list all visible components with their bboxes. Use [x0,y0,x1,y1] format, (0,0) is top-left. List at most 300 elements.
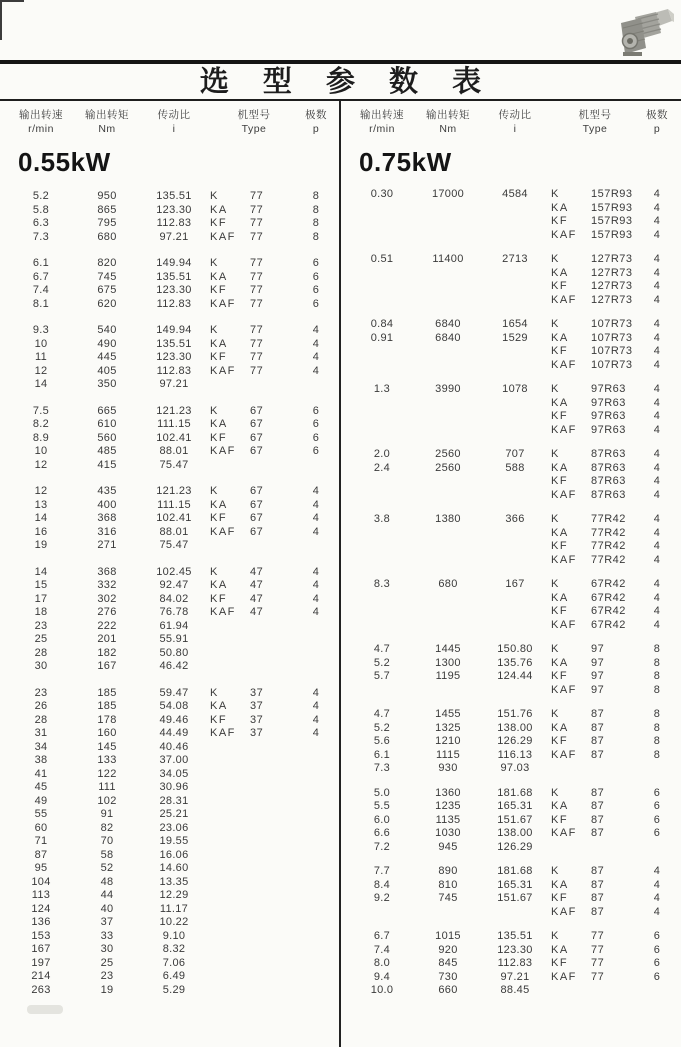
cell-torque: 1195 [435,670,461,682]
table-row [6,351,339,365]
cell-torque: 1380 [435,513,461,525]
cell-type-prefix [210,539,250,553]
cell-type-model [250,378,298,392]
cell-type-prefix: KA [210,337,228,350]
cell-type-prefix [210,957,250,971]
cell-type-prefix: K [210,404,219,417]
cell-ratio: 126.29 [497,735,533,747]
cell-speed: 197 [31,956,51,969]
cell-type-model: 127R73 [591,293,633,306]
cell-ratio: 151.67 [497,892,533,904]
cell-ratio: 102.41 [156,431,192,444]
cell-poles: 4 [653,358,661,371]
cell-torque: 17000 [431,188,465,200]
table-row [347,215,675,229]
cell-torque [417,475,479,489]
cell-ratio: 123.30 [156,284,192,296]
ratio-group [6,566,339,674]
cell-type-prefix [210,795,250,809]
cell-speed: 31 [34,727,48,739]
ratio-group [347,787,675,855]
cell-type-model: 87 [591,813,605,826]
cell-type-model [250,943,298,957]
cell-speed: 23 [34,686,48,699]
cell-type-prefix: KAF [210,364,236,377]
cell-type-prefix: KAF [551,748,577,761]
cell-type-prefix: KA [551,396,569,409]
cell-torque: 435 [97,485,117,497]
cell-speed: 14 [34,512,48,524]
cell-speed [347,554,417,568]
table-row [347,643,675,657]
cell-speed [347,592,417,606]
table-row [6,795,339,809]
cell-ratio: 181.68 [497,865,533,877]
cell-speed [347,906,417,920]
cell-poles: 4 [312,324,320,336]
cell-type-prefix: K [551,786,560,799]
cell-torque: 70 [100,835,114,847]
cell-ratio: 50.80 [159,646,189,659]
cell-ratio: 149.94 [156,324,192,336]
cell-torque: 185 [97,700,117,712]
cell-torque: 920 [438,943,458,956]
cell-type-prefix: KF [210,351,228,363]
ratio-group [6,190,339,244]
table-row [6,445,339,459]
cell-type-prefix: KAF [210,606,236,618]
cell-type-prefix [210,741,250,755]
cell-type-model: 67 [250,418,264,430]
cell-type-prefix: KF [210,512,228,524]
cell-speed [347,540,417,554]
cell-poles: 6 [312,445,320,457]
cell-type-model: 47 [250,606,264,618]
cell-torque: 40 [100,902,114,915]
cell-ratio: 138.00 [497,721,533,734]
table-row [6,876,339,890]
cell-speed: 7.7 [373,865,391,877]
cell-poles: 4 [312,713,320,726]
cell-poles [298,835,334,849]
cell-torque: 185 [97,686,117,699]
cell-torque: 302 [97,592,117,605]
cell-type-model: 97R63 [591,396,626,409]
table-row [347,475,675,489]
cell-type-model [250,647,298,661]
cell-type-prefix: KF [551,215,569,227]
cell-ratio: 135.51 [156,337,192,350]
cell-speed: 6.1 [373,748,391,761]
cell-type-model: 87R63 [591,475,626,487]
cell-type-prefix: K [210,485,219,497]
cell-torque: 1030 [435,827,461,839]
cell-poles: 6 [653,943,661,956]
cell-torque: 485 [97,445,117,457]
cell-ratio: 19.55 [159,835,189,847]
cell-speed: 153 [31,929,51,942]
cell-poles [298,849,334,863]
col-header-ratio: 传动比 [498,109,532,121]
column-headers [6,101,339,136]
cell-poles: 4 [653,215,661,227]
cell-type-model [250,903,298,917]
cell-type-prefix: KF [210,592,228,605]
cell-ratio: 8.32 [162,943,186,955]
cell-torque [417,294,479,308]
cell-speed: 4.7 [373,708,391,720]
cell-ratio: 13.35 [159,875,189,888]
cell-speed: 30 [34,660,48,672]
cell-poles: 4 [653,605,661,617]
cell-ratio: 55.91 [159,633,189,645]
cell-speed: 55 [34,808,48,820]
cell-ratio: 46.42 [159,660,189,672]
cell-ratio [479,684,551,698]
cell-ratio: 9.10 [162,929,186,942]
cell-poles: 6 [653,800,661,812]
cell-poles: 4 [312,606,320,618]
cell-type-prefix: KA [210,203,228,216]
cell-poles: 4 [653,201,661,214]
cell-ratio: 123.30 [156,203,192,216]
cell-type-model: 87 [591,800,605,812]
page-top-margin [0,0,681,60]
table-row [6,835,339,849]
cell-speed: 8.0 [373,957,391,969]
cell-ratio [479,294,551,308]
cell-type-model: 67 [250,404,264,417]
table-row [6,781,339,795]
cell-torque: 1015 [435,930,461,942]
cell-ratio [479,397,551,411]
col-header-poles: 极数 [305,109,327,121]
cell-type-model: 87 [591,827,605,839]
cell-torque: 58 [100,848,114,861]
cell-speed: 15 [34,579,48,591]
table-row [6,365,339,379]
col-unit-speed: r/min [28,123,54,135]
cell-poles: 4 [653,553,661,566]
cell-ratio: 135.51 [156,270,192,283]
table-row [6,647,339,661]
cell-type-model: 97R63 [591,410,626,422]
cell-poles: 6 [312,297,320,310]
cell-poles: 6 [653,970,661,983]
cell-ratio: 25.21 [159,808,189,820]
cell-torque: 6840 [435,331,461,344]
cell-type-model: 77R42 [591,526,626,539]
cell-type-model: 87 [591,892,605,904]
cell-torque: 23 [100,970,114,982]
cell-type-model [250,862,298,876]
cell-speed: 9.3 [32,324,50,336]
header-unit-row [347,122,675,136]
col-unit-ratio: i [513,123,517,135]
cell-speed: 26 [34,700,48,712]
cell-torque: 133 [97,754,117,766]
ratio-group [347,188,675,242]
cell-poles [298,539,334,553]
cell-speed: 17 [34,592,48,605]
cell-type-prefix [210,930,250,944]
cell-poles [298,459,334,473]
cell-speed: 7.3 [32,230,50,243]
cell-torque: 540 [97,324,117,336]
col-unit-torque: Nm [439,123,457,135]
cell-ratio: 124.44 [497,670,533,682]
cell-type-prefix: K [551,865,560,877]
table-row [347,708,675,722]
cell-poles: 4 [312,686,320,699]
cell-type-prefix: KF [551,345,569,357]
cell-type-model: 37 [250,686,264,699]
cell-type-model [250,984,298,998]
table-row [6,700,339,714]
cell-poles: 8 [312,230,320,243]
table-row [6,418,339,432]
cell-speed: 5.2 [373,656,391,669]
cell-type-prefix: KF [551,892,569,904]
cell-type-model: 67 [250,431,264,444]
cell-ratio: 97.03 [500,762,530,774]
cell-speed: 167 [31,943,51,955]
cell-poles [639,984,675,998]
cell-speed: 19 [34,539,48,551]
cell-ratio: 165.31 [497,800,533,812]
cell-torque: 675 [97,284,117,296]
cell-ratio: 7.06 [162,956,186,969]
table-row [6,862,339,876]
cell-ratio [479,410,551,424]
cell-type-prefix: KA [210,700,228,712]
cell-speed: 95 [34,862,48,874]
cell-type-model: 87 [591,721,605,734]
cell-poles: 4 [653,892,661,904]
table-row [347,984,675,998]
cell-torque: 271 [97,539,117,551]
table-row [347,527,675,541]
cell-torque: 37 [100,916,114,928]
cell-torque: 201 [97,633,117,645]
cell-type-prefix: KAF [210,525,236,538]
cell-ratio: 97.21 [500,970,530,983]
table-row [6,687,339,701]
table-row [6,970,339,984]
cell-type-prefix: KA [551,331,569,344]
ratio-group [6,257,339,311]
cell-torque: 845 [438,957,458,969]
table-row [6,324,339,338]
cell-ratio [479,540,551,554]
cell-type-model: 87R63 [591,488,626,501]
ratio-group [347,643,675,697]
table-row [6,849,339,863]
table-row [347,229,675,243]
table-row [347,957,675,971]
cell-ratio: 1654 [502,318,528,330]
cell-speed: 38 [34,754,48,766]
cell-poles [298,943,334,957]
cell-torque: 930 [438,762,458,774]
table-row [6,984,339,998]
cell-type-model: 87 [591,786,605,799]
cell-type-model: 87R63 [591,461,626,474]
cell-type-model: 77 [250,203,264,216]
cell-poles: 4 [312,485,320,497]
cell-poles [298,862,334,876]
section-075kw [339,101,675,1047]
cell-type-prefix: KAF [551,553,577,566]
table-row [6,298,339,312]
cell-poles: 6 [653,813,661,826]
cell-ratio: 135.51 [156,190,192,202]
cell-speed: 12 [34,364,48,377]
cell-speed: 7.4 [373,943,391,956]
cell-type-model: 67R42 [591,618,626,631]
cell-torque: 167 [97,660,117,672]
cell-poles [298,754,334,768]
cell-ratio: 6.49 [162,970,186,982]
cell-type-model [250,768,298,782]
cell-type-prefix: KA [551,943,569,956]
cell-type-prefix: K [210,565,219,578]
cell-type-model: 97 [591,643,605,655]
cell-torque: 30 [100,943,114,955]
cell-ratio [479,202,551,216]
ratio-group [347,318,675,372]
table-row [6,620,339,634]
cell-ratio: 102.41 [156,512,192,524]
cell-type-model: 87 [591,905,605,918]
cell-torque: 182 [97,646,117,659]
cell-poles: 6 [653,957,661,969]
cell-type-model: 157R93 [591,228,633,241]
cell-poles [298,647,334,661]
cell-ratio: 123.30 [497,943,533,956]
cell-ratio: 76.78 [159,606,189,618]
cell-torque: 44 [100,889,114,901]
cell-ratio [479,619,551,633]
cell-ratio: 102.45 [156,565,192,578]
cell-speed [347,294,417,308]
cell-ratio: 150.80 [497,643,533,655]
cell-ratio: 2713 [502,253,528,265]
cell-poles: 8 [312,203,320,216]
table-row [6,768,339,782]
cell-poles [639,841,675,855]
col-header-type: 机型号 [237,109,271,121]
cell-speed: 10 [34,337,48,350]
cell-speed [347,684,417,698]
cell-type-prefix: KF [551,670,569,682]
cell-speed: 16 [34,525,48,538]
cell-torque: 19 [100,983,114,996]
cell-type-model: 77 [250,364,264,377]
table-row [6,459,339,473]
table-row [347,722,675,736]
cell-speed: 71 [34,835,48,847]
cell-torque: 1235 [435,800,461,812]
table-row [6,822,339,836]
col-header-type: 机型号 [578,109,612,121]
cell-type-prefix: KAF [210,230,236,243]
cell-ratio [479,475,551,489]
cell-poles [298,378,334,392]
cell-type-prefix [210,781,250,795]
cell-poles: 4 [653,526,661,539]
cell-speed: 87 [34,848,48,861]
cell-ratio: 111.15 [157,498,191,511]
cell-poles: 4 [312,565,320,578]
cell-type-model [250,889,298,903]
cell-poles: 4 [653,540,661,552]
table-row [6,606,339,620]
cell-type-model: 97R63 [591,423,626,436]
cell-speed: 14 [34,378,48,390]
cell-torque: 405 [97,364,117,377]
cell-ratio: 121.23 [156,404,192,417]
cell-ratio: 126.29 [497,840,533,853]
cell-type-prefix: K [551,188,560,200]
cell-torque: 445 [97,351,117,363]
cell-type-model [250,930,298,944]
cell-ratio: 54.08 [159,700,189,712]
col-unit-poles: p [312,123,320,135]
cell-type-prefix: KA [551,591,569,604]
cell-type-prefix [210,943,250,957]
cell-type-prefix: K [551,643,560,655]
cell-torque: 3990 [435,383,461,395]
cell-type-prefix: KAF [210,297,236,310]
cell-type-prefix [210,970,250,984]
table-row [347,879,675,893]
cell-ratio: 61.94 [159,619,189,632]
cell-poles: 4 [653,345,661,357]
table-row [347,513,675,527]
ratio-group [347,930,675,998]
cell-speed: 5.5 [373,800,391,812]
table-row [347,383,675,397]
cell-torque: 160 [97,727,117,739]
cell-type-model: 77 [591,957,605,969]
cell-type-model: 37 [250,727,264,739]
cell-type-prefix [210,620,250,634]
cell-speed: 113 [31,889,51,901]
cell-speed [347,280,417,294]
table-row [6,889,339,903]
parameter-tables [0,101,681,1047]
table-row [6,338,339,352]
cell-type-prefix: K [551,448,560,460]
cell-torque: 25 [100,956,114,969]
cell-poles: 8 [653,683,661,696]
cell-poles: 4 [653,396,661,409]
cell-type-prefix: KF [210,713,228,726]
cell-poles: 4 [312,700,320,712]
cell-torque: 1300 [435,656,461,669]
cell-poles: 4 [312,579,320,591]
cell-poles [298,795,334,809]
cell-poles: 8 [653,656,661,669]
cell-type-model [250,459,298,473]
cell-poles: 8 [653,735,661,747]
cell-type-prefix: KAF [551,970,577,983]
table-row [347,735,675,749]
cell-torque: 368 [97,512,117,524]
cell-type-model: 77 [250,284,264,296]
cell-torque: 222 [97,619,117,632]
